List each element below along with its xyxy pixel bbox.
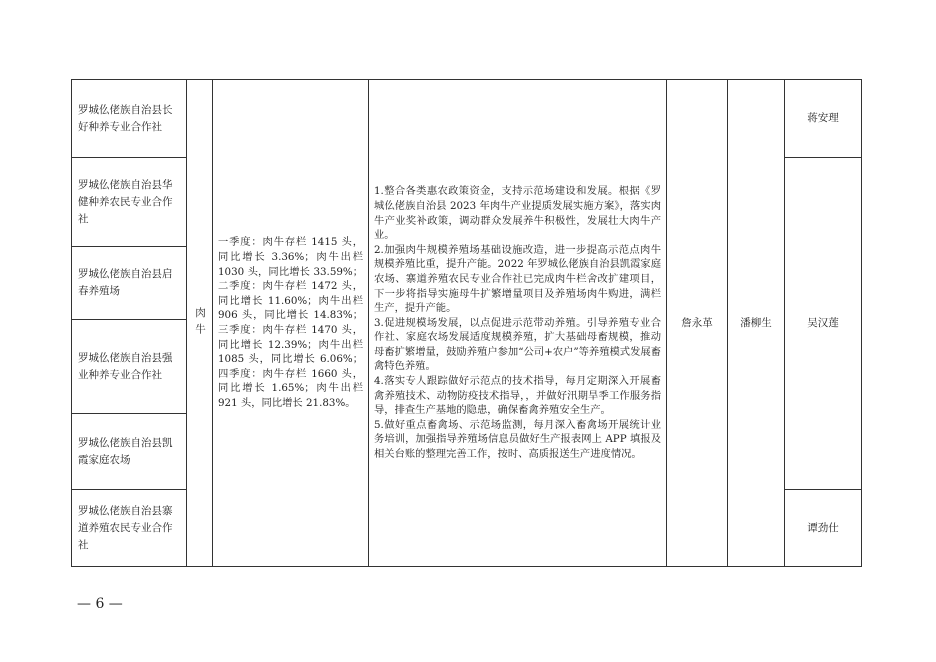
contact-cell: 谭劲仕 <box>784 489 862 567</box>
progress-cell <box>212 79 369 567</box>
contact-cell: 吴汉莲 <box>784 157 862 490</box>
measure-item: 2.加强肉牛规模养殖场基础设施改造，进一步提高示范点肉牛规模养殖比重，提升产能。2022 年罗城仫佬族自治县凯霞家庭农场、寨道养殖农民专业合作社已完成肉牛栏舍改扩建项目，下一步将指导实施母牛扩繁增量项目及养殖场肉牛购进，满栏生产，提升产能。 <box>374 243 661 315</box>
measure-item: 4.落实专人跟踪做好示范点的技术指导，每月定期深入开展畜禽养殖技术、动物防疫技术指导，，并做好汛期旱季工作服务指导，排查生产基地的隐患，确保畜禽养殖安全生产。 <box>374 375 661 417</box>
measures-cell <box>368 79 667 567</box>
leader-cell: 詹永革 <box>666 79 728 567</box>
unit-cell: 罗城仫佬族自治县启春养殖场 <box>71 246 187 320</box>
page-number: — 6 — <box>77 596 123 612</box>
industry-cell <box>186 79 213 567</box>
responsible-cell: 潘柳生 <box>727 79 785 567</box>
unit-cell: 罗城仫佬族自治县长好种养专业合作社 <box>71 79 187 158</box>
unit-cell: 罗城仫佬族自治县凯霞家庭农场 <box>71 413 187 490</box>
unit-cell: 罗城仫佬族自治县寨道养殖农民专业合作社 <box>71 489 187 567</box>
industry-label: 肉牛 <box>194 306 206 340</box>
unit-cell: 罗城仫佬族自治县华健种养农民专业合作社 <box>71 157 187 247</box>
progress-text: 一季度：肉牛存栏 1415 头，同比增长 3.36%；肉牛出栏 1030 头，同比增长 33.59%；二季度：肉牛存栏 1472 头，同比增长 11.60%；肉牛出栏 906 头，同比增长 14.83%；三季度：肉牛存栏 1470 头，同比增长 12.39%；肉牛出栏 1085 头，同比增长 6.06%；四季度：肉牛存栏 1660 头，同比增长 1.65%；肉牛出栏 921 头，同比增长 21.83%。 <box>218 236 363 409</box>
contact-cell: 蒋安理 <box>784 79 862 158</box>
unit-cell: 罗城仫佬族自治县强业种养专业合作社 <box>71 319 187 414</box>
measure-item: 5.做好重点畜禽场、示范场监测，每月深入畜禽场开展统计业务培训，加强指导养殖场信息员做好生产报表网上 APP 填报及相关台账的整理完善工作，按时、高质报送生产进度情况。 <box>374 418 661 461</box>
measure-item: 1.整合各类惠农政策资金，支持示范场建设和发展。根据《罗城仫佬族自治县 2023 年肉牛产业提质发展实施方案》，落实肉牛产业奖补政策，调动群众发展养牛积极性，发展壮大肉牛产业。 <box>374 185 661 242</box>
measure-item: 3.促进规模场发展，以点促进示范带动养殖。引导养殖专业合作社、家庭农场发展适度规模养殖，扩大基础母畜规模，推动母畜扩繁增量，鼓励养殖户参加“公司+农户”等养殖模式发展畜禽特色养殖。 <box>374 316 661 373</box>
